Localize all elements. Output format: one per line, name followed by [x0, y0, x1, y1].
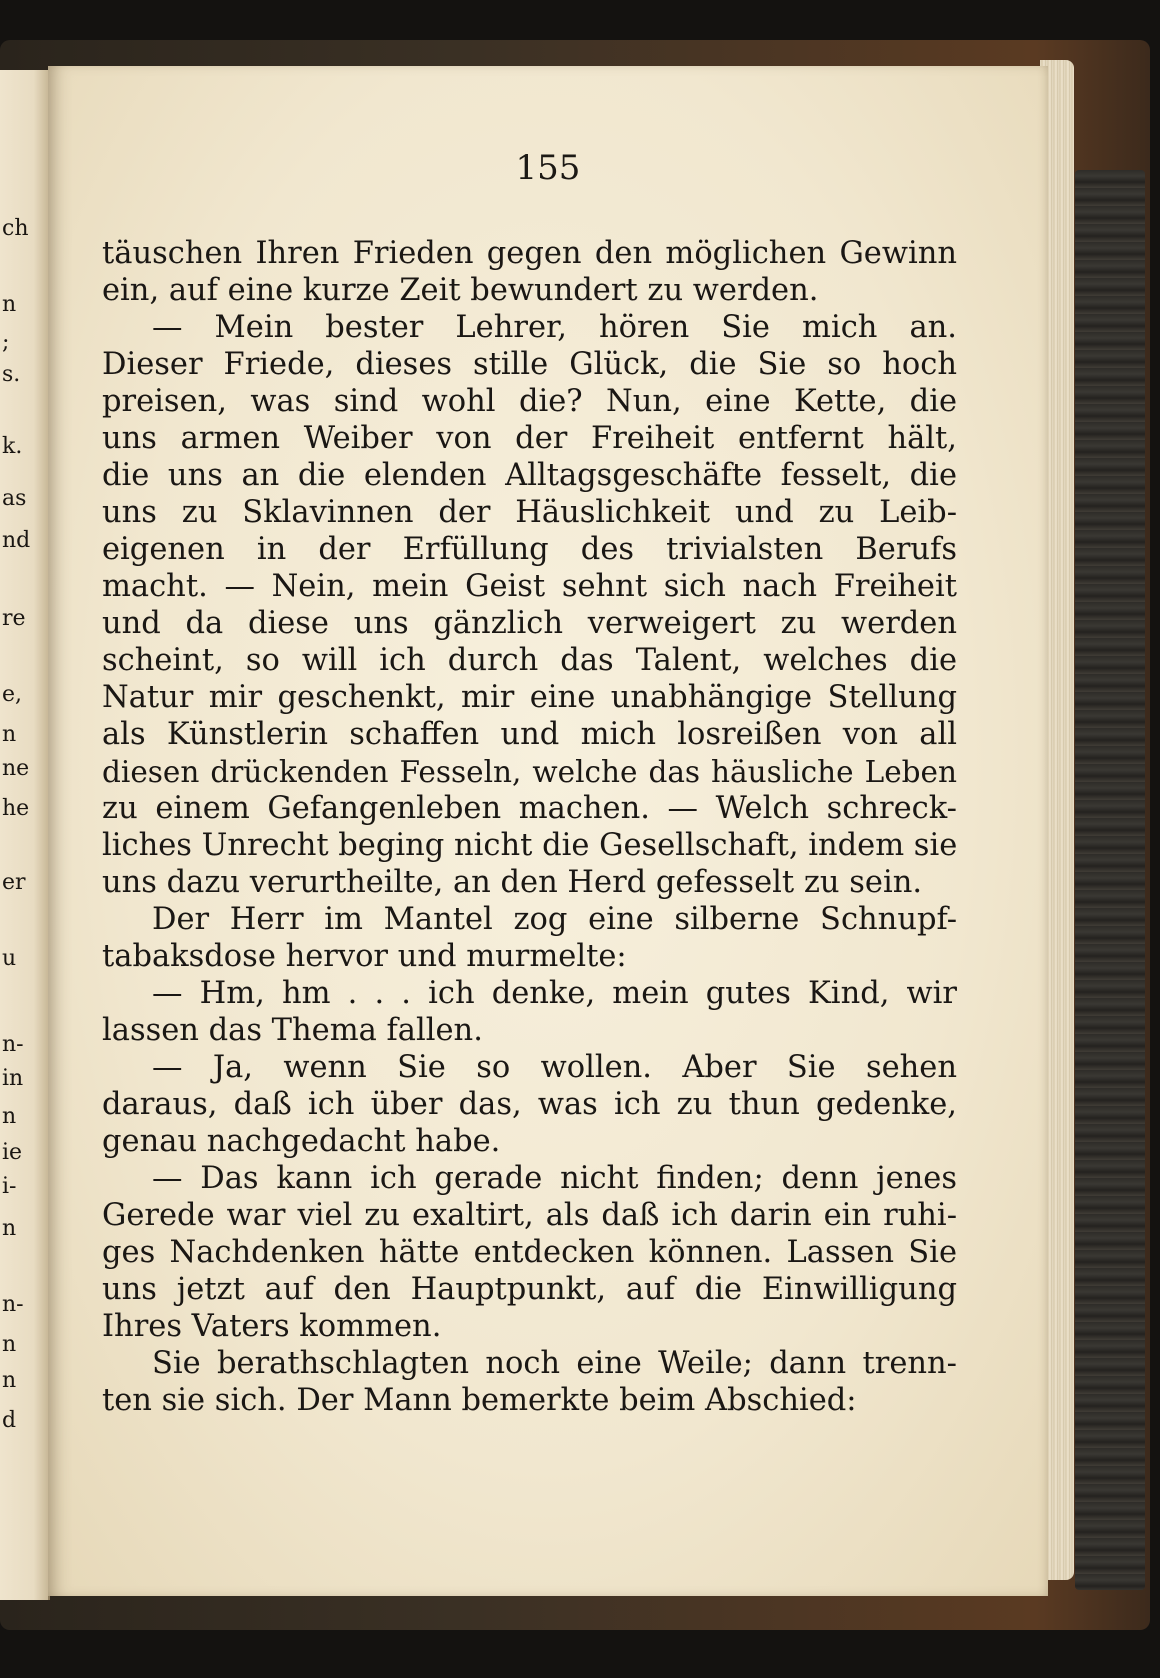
text-line: preisen, was sind wohl die? Nun, eine Kette, die [102, 384, 957, 419]
text-line: ten sie sich. Der Mann bemerkte beim Abschied: [102, 1383, 857, 1418]
left-page-fragment: d [2, 1408, 17, 1433]
left-page-fragment: ie [2, 1140, 23, 1165]
left-page-fragment: ; [2, 330, 10, 355]
left-page-fragment: he [2, 796, 30, 821]
text-line: Sie berathschlagten noch eine Weile; dann trenn- [152, 1346, 957, 1381]
left-page-fragment: e, [2, 682, 23, 707]
text-line: diesen drückenden Fesseln, welche das häusliche Leben [102, 755, 957, 789]
text-line: scheint, so will ich durch das Talent, welches die [102, 643, 957, 678]
left-page-fragment: ch [2, 216, 29, 241]
left-page-fragment: n- [2, 1292, 24, 1317]
text-line: Dieser Friede, dieses stille Glück, die Sie so hoch [102, 347, 957, 382]
left-page-fragment: n [2, 1216, 17, 1241]
text-line: zu einem Gefangenleben machen. — Welch schreck- [102, 791, 957, 826]
text-line: genau nachgedacht habe. [102, 1124, 501, 1159]
left-page-fragment: re [2, 606, 26, 631]
text-line: ges Nachdenken hätte entdecken können. Lassen Sie [102, 1235, 957, 1270]
text-line: uns dazu verurtheilte, an den Herd gefesselt zu sein. [102, 865, 923, 900]
left-page-fragment: s. [2, 362, 21, 387]
left-page-fragment: as [2, 486, 27, 511]
left-page-fragment: er [2, 870, 26, 895]
text-line: die uns an die elenden Alltagsgeschäfte fesselt, die [102, 458, 957, 493]
text-line: uns zu Sklavinnen der Häuslichkeit und zu Leib- [102, 495, 957, 530]
text-line: uns jetzt auf den Hauptpunkt, auf die Einwilligung [102, 1272, 957, 1307]
book-page [48, 66, 1048, 1596]
text-line: — Mein bester Lehrer, hören Sie mich an. [152, 310, 957, 345]
left-page-fragment: n- [2, 1032, 24, 1057]
left-page-fragment: k. [2, 434, 23, 459]
text-line: tabaksdose hervor und murmelte: [102, 939, 627, 974]
left-page-fragment: n [2, 1104, 17, 1129]
text-line: liches Unrecht beging nicht die Gesellschaft, indem sie [102, 828, 958, 863]
text-line: — Ja, wenn Sie so wollen. Aber Sie sehen [152, 1050, 957, 1085]
text-line: — Hm, hm . . . ich denke, mein gutes Kind, wir [152, 976, 957, 1011]
book-spine [1075, 170, 1145, 1590]
text-line: als Künstlerin schaffen und mich losreißen von all [102, 717, 957, 752]
text-line: Natur mir geschenkt, mir eine unabhängige Stellung [102, 680, 957, 715]
text-line: Gerede war viel zu exaltirt, als daß ich darin ein ruhi- [102, 1198, 957, 1233]
left-page-fragment: i- [2, 1174, 17, 1199]
left-page-fragment: ne [2, 756, 30, 781]
text-line: täuschen Ihren Frieden gegen den möglichen Gewinn [102, 236, 957, 271]
left-page-fragment: nd [2, 528, 31, 553]
left-page-fragment: u [2, 946, 17, 971]
text-line: und da diese uns gänzlich verweigert zu werden [102, 606, 957, 641]
left-page-fragment: n [2, 292, 17, 317]
left-page-fragment: in [2, 1066, 24, 1091]
text-line: ein, auf eine kurze Zeit bewundert zu werden. [102, 273, 819, 308]
text-line: uns armen Weiber von der Freiheit entfernt hält, [102, 421, 957, 456]
left-page-fragment: n [2, 1368, 17, 1393]
left-page-fragment: n [2, 722, 17, 747]
text-line: lassen das Thema fallen. [102, 1013, 483, 1048]
text-line: Ihres Vaters kommen. [102, 1309, 442, 1344]
text-line: eigenen in der Erfüllung des trivialsten Berufs [102, 532, 957, 567]
text-line: — Das kann ich gerade nicht finden; denn jenes [152, 1161, 957, 1196]
page-number: 155 [515, 148, 581, 188]
text-line: Der Herr im Mantel zog eine silberne Schnupf- [152, 902, 957, 937]
text-line: macht. — Nein, mein Geist sehnt sich nach Freiheit [102, 569, 957, 604]
left-page-fragment: n [2, 1332, 17, 1357]
left-page-edge [0, 70, 50, 1600]
text-line: daraus, daß ich über das, was ich zu thun gedenke, [102, 1087, 957, 1122]
